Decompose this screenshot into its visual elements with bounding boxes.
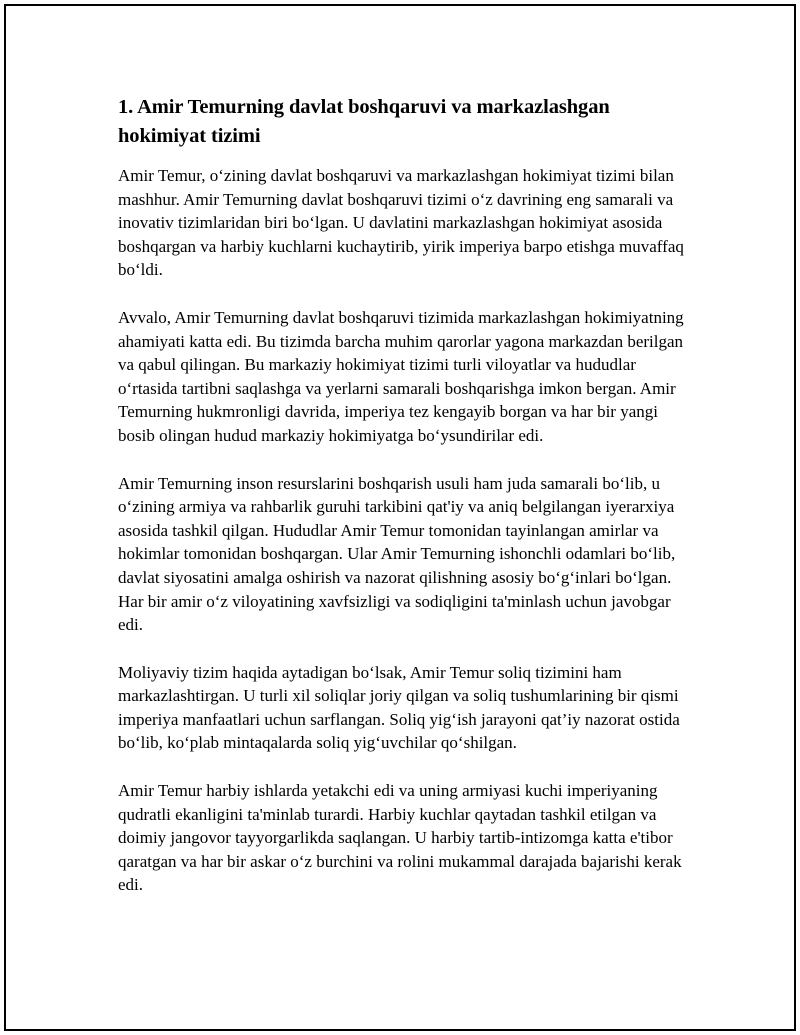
paragraph-intro: Amir Temur, o‘zining davlat boshqaruvi va markazlashgan hokimiyat tizimi bilan mashhur. Amir Temurning davlat boshqaruvi tizimi o‘z davrining eng samarali va inovativ tizimlaridan biri bo‘lgan. U davlatini markazlashgan hokimiyat asosida boshqargan va harbiy kuchlarni kuchaytirib, yirik imperiya barpo etishga muvaffaq bo‘ldi. [118, 166, 684, 280]
document-body [118, 93, 690, 921]
paragraph-human-resources: Amir Temurning inson resurslarini boshqarish usuli ham juda samarali bo‘lib, u o‘zining armiya va rahbarlik guruhi tarkibini qat'iy va aniq belgilangan iyerarxiya asosida tashkil qilgan. Hududlar Amir Temur tomonidan tayinlangan amirlar va hokimlar tomonidan boshqargan. Ular Amir Temurning ishonchli odamlari bo‘lib, davlat siyosatini amalga oshirish va nazorat qilishning asosiy bo‘g‘inlari bo‘lgan. Har bir amir o‘z viloyatining xavfsizligi va sodiqligini ta'minlash uchun javobgar edi. [118, 473, 676, 635]
section-heading: 1. Amir Temurning davlat boshqaruvi va markazlashgan hokimiyat tizimi [118, 96, 610, 147]
paragraph-military: Amir Temur harbiy ishlarda yetakchi edi va uning armiyasi kuchi imperiyaning qudratli ekanligini ta'minlab turardi. Harbiy kuchlar qaytadan tashkil etilgan va doimiy jangovor tayyorgarlikda saqlangan. U harbiy tartib-intizomga katta e'tibor qaratgan va har bir askar o‘z burchini va rolini mukammal darajada bajarishi kerak edi. [118, 781, 682, 895]
paragraph-centralized-power: Avvalo, Amir Temurning davlat boshqaruvi tizimida markazlashgan hokimiyatning ahamiyati katta edi. Bu tizimda barcha muhim qarorlar yagona markazdan berilgan va qabul qilingan. Bu markaziy hokimiyat tizimi turli viloyatlar va hududlar o‘rtasida tartibni saqlashga va yerlarni samarali boshqarishga imkon bergan. Amir Temurning hukmronligi davrida, imperiya tez kengayib borgan va har bir yangi bosib olingan hudud markaziy hokimiyatga bo‘ysundirilar edi. [118, 307, 684, 445]
paragraph-financial-system: Moliyaviy tizim haqida aytadigan bo‘lsak, Amir Temur soliq tizimini ham markazlashtirgan. U turli xil soliqlar joriy qilgan va soliq tushumlarining bir qismi imperiya manfaatlari uchun sarflangan. Soliq yig‘ish jarayoni qat’iy nazorat ostida bo‘lib, ko‘plab mintaqalarda soliq yig‘uvchilar qo‘shilgan. [118, 662, 680, 753]
